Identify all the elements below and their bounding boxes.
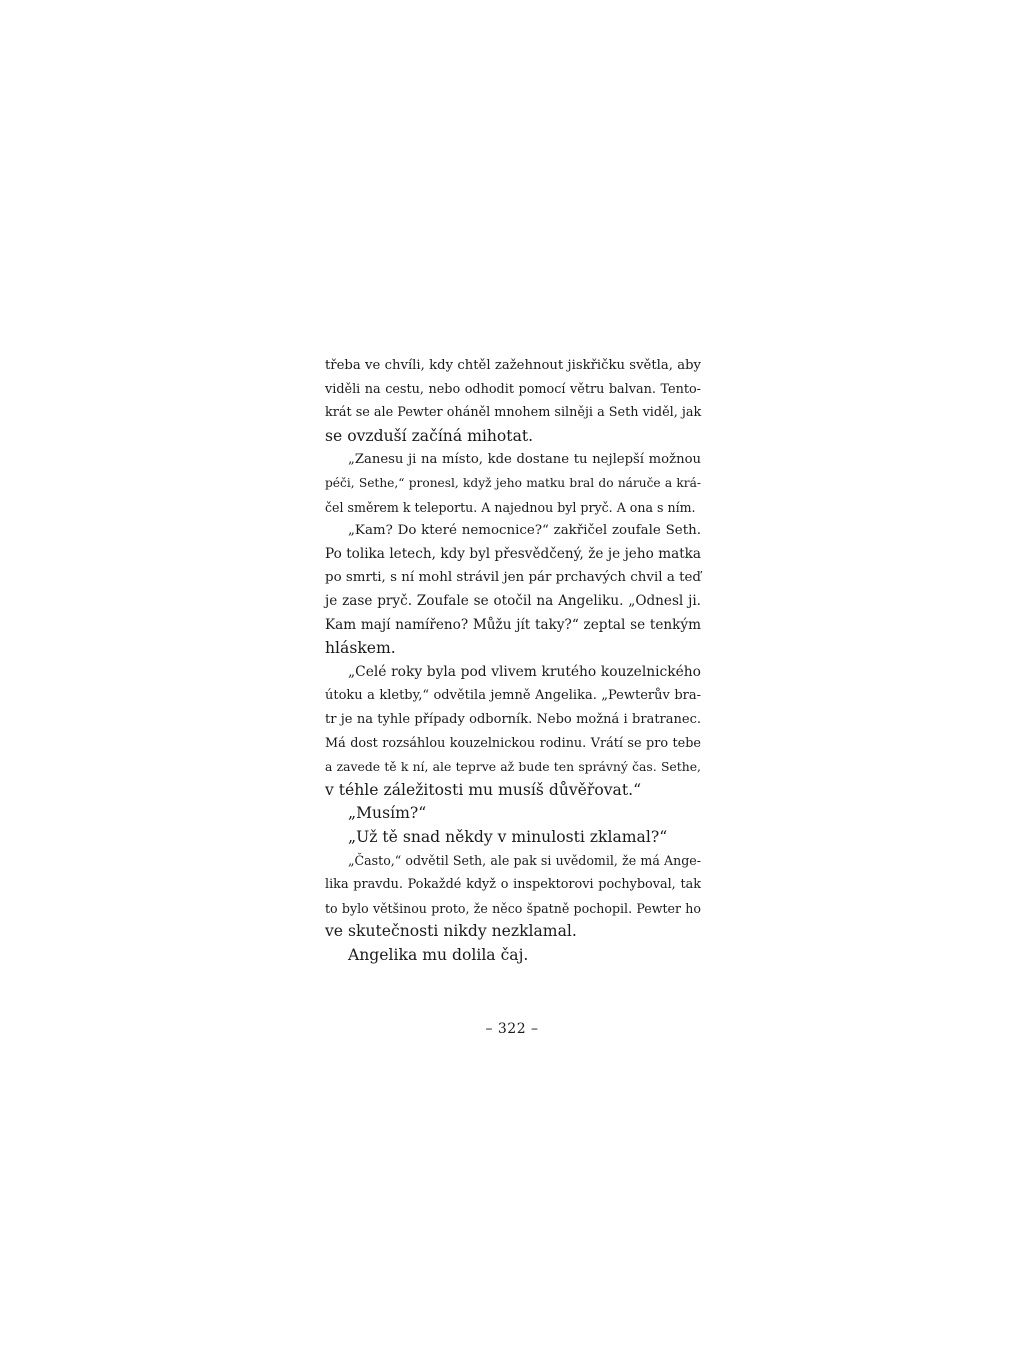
text-line: se ovzduší začíná mihotat.: [325, 426, 534, 445]
text-line: „Zanesu ji na místo, kde dostane tu nejlepší možnou: [348, 452, 701, 468]
text-line: to bylo většinou proto, že něco špatně pochopil. Pewter ho: [325, 900, 701, 916]
body-text: [325, 354, 701, 967]
text-line: „Celé roky byla pod vlivem krutého kouzelnického: [348, 663, 701, 680]
paragraph: [325, 944, 701, 968]
text-line: „Musím?“: [348, 804, 427, 823]
text-line: „Často,“ odvětil Seth, ale pak si uvědomil, že má Ange-: [348, 853, 701, 869]
text-line: lika pravdu. Pokaždé když o inspektorovi pochyboval, tak: [325, 877, 701, 893]
paragraph: [325, 661, 701, 803]
text-line: viděli na cestu, nebo odhodit pomocí větru balvan. Tento-: [325, 381, 701, 397]
text-line: péči, Sethe,“ pronesl, když jeho matku bral do náruče a krá-: [325, 475, 701, 490]
paragraph: [325, 354, 701, 448]
text-line: tr je na tyhle případy odborník. Nebo možná i bratranec.: [325, 711, 701, 727]
paragraph: [325, 519, 701, 661]
text-line: „Kam? Do které nemocnice?“ zakřičel zoufale Seth.: [348, 523, 701, 539]
text-line: v téhle záležitosti mu musíš důvěřovat.“: [325, 780, 642, 799]
text-line: Angelika mu dolila čaj.: [348, 945, 529, 964]
paragraph: [325, 448, 701, 519]
text-line: třeba ve chvíli, kdy chtěl zažehnout jiskřičku světla, aby: [325, 358, 701, 373]
text-line: Má dost rozsáhlou kouzelnickou rodinu. Vrátí se pro tebe: [325, 735, 701, 751]
text-line: „Už tě snad někdy v minulosti zklamal?“: [348, 827, 668, 846]
page-number: – 322 –: [485, 1021, 539, 1037]
paragraph: [325, 826, 701, 850]
text-line: a zavede tě k ní, ale teprve až bude ten správný čas. Sethe,: [325, 759, 701, 775]
paragraph: [325, 802, 701, 826]
text-line: krát se ale Pewter oháněl mnohem silněji a Seth viděl, jak: [325, 405, 702, 421]
text-line: Po tolika letech, kdy byl přesvědčený, že je jeho matka: [325, 545, 701, 562]
text-line: je zase pryč. Zoufale se otočil na Angeliku. „Odnesl ji.: [325, 592, 701, 609]
text-line: čel směrem k teleportu. A najednou byl pryč. A ona s ním.: [325, 499, 696, 515]
text-line: útoku a kletby,“ odvětila jemně Angelika. „Pewterův bra-: [325, 688, 701, 704]
text-line: po smrti, s ní mohl strávil jen pár prchavých chvil a teď: [325, 570, 701, 586]
text-line: hláskem.: [325, 639, 396, 658]
text-line: ve skutečnosti nikdy nezklamal.: [325, 922, 577, 941]
text-line: Kam mají namířeno? Můžu jít taky?“ zeptal se tenkým: [325, 616, 701, 633]
paragraph: [325, 849, 701, 943]
